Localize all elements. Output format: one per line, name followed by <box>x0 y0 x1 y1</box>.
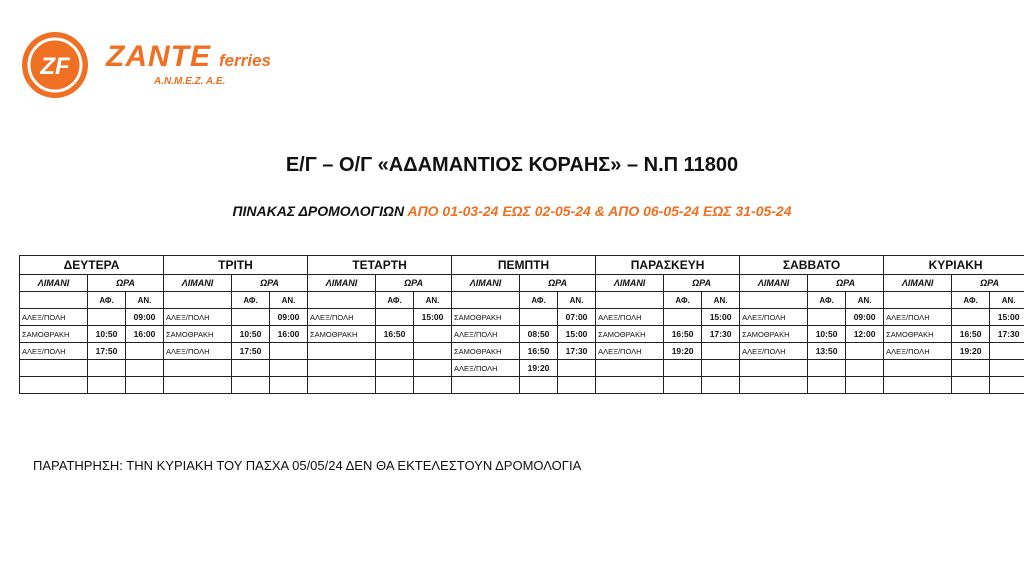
port-header: ΛΙΜΑΝΙ <box>20 275 88 292</box>
day-header: ΠΑΡΑΣΚΕΥΗ <box>596 256 740 275</box>
departure-time-cell: 16:50 <box>664 326 702 343</box>
empty-cell <box>740 292 808 309</box>
departure-time-cell <box>88 360 126 377</box>
port-header: ΛΙΜΑΝΙ <box>308 275 376 292</box>
port-cell <box>308 377 376 394</box>
port-cell <box>164 377 232 394</box>
departure-time-cell <box>232 309 270 326</box>
arrival-time-cell <box>126 343 164 360</box>
arrival-time-cell: 15:00 <box>702 309 740 326</box>
port-cell: ΑΛΕΞ/ΠΟΛΗ <box>20 309 88 326</box>
departure-time-cell: 10:50 <box>808 326 846 343</box>
arrival-time-cell <box>702 360 740 377</box>
arrival-header: ΑΝ. <box>846 292 884 309</box>
page-title: Ε/Γ – Ο/Γ «ΑΔΑΜΑΝΤΙΟΣ ΚΟΡΑΗΣ» – Ν.Π 11800 <box>285 154 739 176</box>
port-cell: ΣΑΜΟΘΡΑΚΗ <box>308 326 376 343</box>
time-header: ΩΡΑ <box>664 275 740 292</box>
zante-ferries-logo <box>22 32 322 102</box>
departure-time-cell <box>952 309 990 326</box>
brand-sub-text: ferries <box>219 51 271 70</box>
time-header: ΩΡΑ <box>232 275 308 292</box>
subheader-row <box>20 292 1024 309</box>
departure-time-cell <box>88 309 126 326</box>
schedule-note: ΠΑΡΑΤΗΡΗΣΗ: ΤΗΝ ΚΥΡΙΑΚΗ ΤΟΥ ΠΑΣΧΑ 05/05/24 ΔΕΝ ΘΑ ΕΚΤΕΛΕΣΤΟΥΝ ΔΡΟΜΟΛΟΓΙΑ <box>33 458 582 473</box>
arrival-time-cell <box>846 360 884 377</box>
departure-time-cell <box>232 377 270 394</box>
port-cell: ΣΑΜΟΘΡΑΚΗ <box>740 326 808 343</box>
arrival-time-cell <box>990 360 1024 377</box>
arrival-time-cell <box>414 326 452 343</box>
arrival-time-cell <box>558 360 596 377</box>
empty-cell <box>452 292 520 309</box>
schedule-subtitle <box>0 203 1024 219</box>
schedule-table <box>19 255 1024 394</box>
port-cell <box>884 377 952 394</box>
arrival-time-cell <box>270 360 308 377</box>
port-cell <box>884 360 952 377</box>
day-header: ΣΑΒΒΑΤΟ <box>740 256 884 275</box>
table-row <box>20 309 1024 326</box>
brand-company: Α.Ν.Μ.Ε.Ζ. Α.Ε. <box>154 76 226 87</box>
port-cell: ΣΑΜΟΘΡΑΚΗ <box>884 326 952 343</box>
arrival-time-cell <box>126 360 164 377</box>
port-cell <box>20 360 88 377</box>
port-cell: ΑΛΕΞ/ΠΟΛΗ <box>20 343 88 360</box>
arrival-time-cell: 17:30 <box>558 343 596 360</box>
day-header-row <box>20 256 1024 275</box>
port-cell: ΑΛΕΞ/ΠΟΛΗ <box>164 309 232 326</box>
departure-time-cell: 10:50 <box>88 326 126 343</box>
arrival-time-cell <box>414 377 452 394</box>
port-header: ΛΙΜΑΝΙ <box>164 275 232 292</box>
arrival-time-cell: 17:30 <box>702 326 740 343</box>
departure-time-cell <box>376 309 414 326</box>
empty-cell <box>596 292 664 309</box>
departure-time-cell <box>664 360 702 377</box>
arrival-time-cell: 15:00 <box>414 309 452 326</box>
arrival-header: ΑΝ. <box>558 292 596 309</box>
departure-time-cell: 17:50 <box>232 343 270 360</box>
arrival-time-cell: 12:00 <box>846 326 884 343</box>
arrival-time-cell <box>414 343 452 360</box>
departure-header: ΑΦ. <box>664 292 702 309</box>
departure-time-cell <box>376 360 414 377</box>
table-row <box>20 343 1024 360</box>
arrival-time-cell <box>126 377 164 394</box>
departure-time-cell <box>808 360 846 377</box>
departure-time-cell: 19:20 <box>520 360 558 377</box>
departure-header: ΑΦ. <box>952 292 990 309</box>
departure-header: ΑΦ. <box>520 292 558 309</box>
port-cell <box>740 377 808 394</box>
arrival-time-cell <box>990 343 1024 360</box>
table-row <box>20 377 1024 394</box>
port-cell <box>308 343 376 360</box>
arrival-time-cell: 15:00 <box>990 309 1024 326</box>
arrival-time-cell <box>270 343 308 360</box>
arrival-time-cell: 16:00 <box>126 326 164 343</box>
port-cell: ΣΑΜΟΘΡΑΚΗ <box>452 309 520 326</box>
arrival-time-cell <box>558 377 596 394</box>
day-header: ΠΕΜΠΤΗ <box>452 256 596 275</box>
time-header: ΩΡΑ <box>376 275 452 292</box>
departure-time-cell <box>808 377 846 394</box>
port-cell <box>452 377 520 394</box>
day-header: ΔΕΥΤΕΡΑ <box>20 256 164 275</box>
port-cell <box>164 360 232 377</box>
port-cell: ΑΛΕΞ/ΠΟΛΗ <box>452 360 520 377</box>
departure-header: ΑΦ. <box>232 292 270 309</box>
empty-cell <box>20 292 88 309</box>
port-cell <box>596 377 664 394</box>
port-cell: ΑΛΕΞ/ΠΟΛΗ <box>596 343 664 360</box>
port-cell <box>20 377 88 394</box>
arrival-time-cell <box>702 343 740 360</box>
departure-time-cell: 13:50 <box>808 343 846 360</box>
port-cell <box>596 360 664 377</box>
port-cell: ΑΛΕΞ/ΠΟΛΗ <box>884 343 952 360</box>
departure-time-cell: 16:50 <box>952 326 990 343</box>
arrival-header: ΑΝ. <box>702 292 740 309</box>
port-header: ΛΙΜΑΝΙ <box>884 275 952 292</box>
arrival-header: ΑΝ. <box>126 292 164 309</box>
arrival-time-cell <box>270 377 308 394</box>
arrival-time-cell: 07:00 <box>558 309 596 326</box>
arrival-time-cell <box>702 377 740 394</box>
departure-header: ΑΦ. <box>376 292 414 309</box>
departure-time-cell <box>376 343 414 360</box>
time-header: ΩΡΑ <box>88 275 164 292</box>
departure-time-cell <box>808 309 846 326</box>
arrival-time-cell: 17:30 <box>990 326 1024 343</box>
departure-time-cell <box>376 377 414 394</box>
departure-header: ΑΦ. <box>88 292 126 309</box>
arrival-time-cell <box>846 343 884 360</box>
arrival-time-cell: 09:00 <box>270 309 308 326</box>
port-cell: ΑΛΕΞ/ΠΟΛΗ <box>884 309 952 326</box>
arrival-header: ΑΝ. <box>414 292 452 309</box>
port-cell: ΑΛΕΞ/ΠΟΛΗ <box>308 309 376 326</box>
table-row <box>20 360 1024 377</box>
departure-time-cell: 16:50 <box>376 326 414 343</box>
port-cell <box>740 360 808 377</box>
port-cell: ΣΑΜΟΘΡΑΚΗ <box>596 326 664 343</box>
empty-cell <box>884 292 952 309</box>
port-cell: ΑΛΕΞ/ΠΟΛΗ <box>596 309 664 326</box>
departure-time-cell <box>952 360 990 377</box>
port-cell: ΣΑΜΟΘΡΑΚΗ <box>452 343 520 360</box>
subtitle-date-range: ΑΠΟ 01-03-24 ΕΩΣ 02-05-24 & ΑΠΟ 06-05-24 ΕΩΣ 31-05-24 <box>407 203 792 219</box>
time-header: ΩΡΑ <box>520 275 596 292</box>
table-row <box>20 326 1024 343</box>
departure-time-cell <box>88 377 126 394</box>
arrival-time-cell: 15:00 <box>558 326 596 343</box>
departure-time-cell: 19:20 <box>664 343 702 360</box>
departure-time-cell <box>520 309 558 326</box>
subtitle-prefix: ΠΙΝΑΚΑΣ ΔΡΟΜΟΛΟΓΙΩΝ <box>232 203 405 219</box>
logo-emblem-icon <box>22 32 88 98</box>
departure-time-cell: 17:50 <box>88 343 126 360</box>
arrival-header: ΑΝ. <box>990 292 1024 309</box>
departure-time-cell <box>232 360 270 377</box>
arrival-time-cell <box>414 360 452 377</box>
svg-text:ZF: ZF <box>40 53 70 80</box>
port-cell: ΑΛΕΞ/ΠΟΛΗ <box>740 309 808 326</box>
day-header: ΚΥΡΙΑΚΗ <box>884 256 1024 275</box>
departure-time-cell <box>952 377 990 394</box>
arrival-header: ΑΝ. <box>270 292 308 309</box>
port-cell: ΣΑΜΟΘΡΑΚΗ <box>164 326 232 343</box>
day-header: ΤΕΤΑΡΤΗ <box>308 256 452 275</box>
port-cell <box>308 360 376 377</box>
empty-cell <box>308 292 376 309</box>
arrival-time-cell: 09:00 <box>846 309 884 326</box>
arrival-time-cell: 09:00 <box>126 309 164 326</box>
port-header: ΛΙΜΑΝΙ <box>596 275 664 292</box>
departure-time-cell: 16:50 <box>520 343 558 360</box>
departure-time-cell <box>520 377 558 394</box>
port-cell: ΑΛΕΞ/ΠΟΛΗ <box>164 343 232 360</box>
day-header: ΤΡΙΤΗ <box>164 256 308 275</box>
departure-time-cell: 19:20 <box>952 343 990 360</box>
port-header: ΛΙΜΑΝΙ <box>452 275 520 292</box>
brand-main-text: ZANTE <box>106 40 211 73</box>
port-cell: ΑΛΕΞ/ΠΟΛΗ <box>740 343 808 360</box>
column-header-row <box>20 275 1024 292</box>
departure-header: ΑΦ. <box>808 292 846 309</box>
time-header: ΩΡΑ <box>952 275 1024 292</box>
time-header: ΩΡΑ <box>808 275 884 292</box>
port-cell: ΑΛΕΞ/ΠΟΛΗ <box>452 326 520 343</box>
departure-time-cell <box>664 309 702 326</box>
departure-time-cell: 08:50 <box>520 326 558 343</box>
port-header: ΛΙΜΑΝΙ <box>740 275 808 292</box>
departure-time-cell <box>664 377 702 394</box>
arrival-time-cell: 16:00 <box>270 326 308 343</box>
empty-cell <box>164 292 232 309</box>
port-cell: ΣΑΜΟΘΡΑΚΗ <box>20 326 88 343</box>
arrival-time-cell <box>846 377 884 394</box>
departure-time-cell: 10:50 <box>232 326 270 343</box>
arrival-time-cell <box>990 377 1024 394</box>
brand-name <box>106 40 271 74</box>
